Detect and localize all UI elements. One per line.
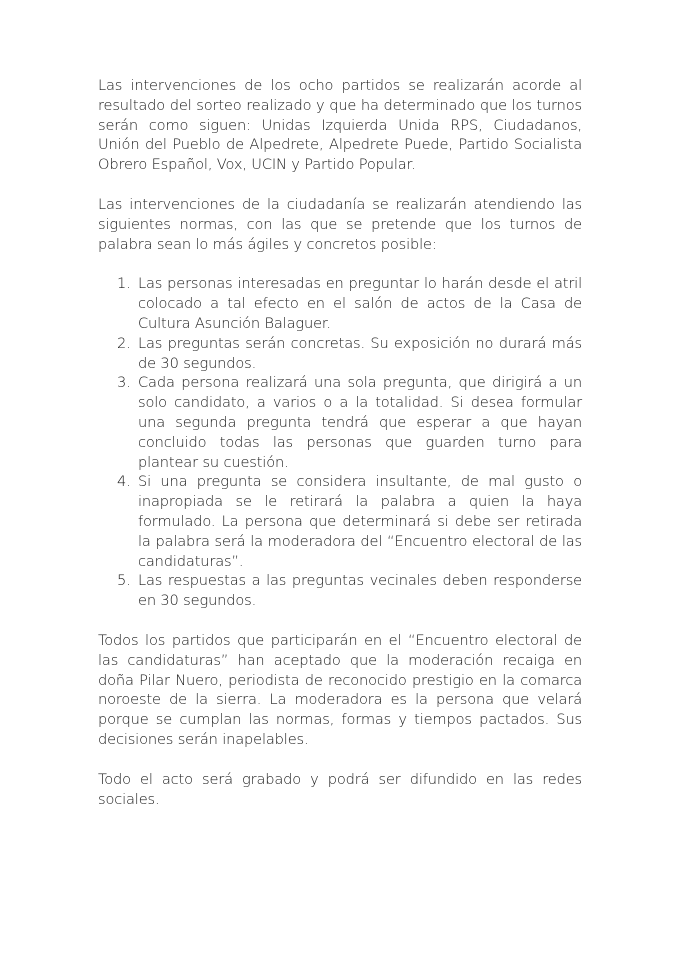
list-item	[98, 334, 582, 374]
list-item-number: 5.	[117, 572, 131, 590]
list-item-text: Las preguntas serán concretas. Su exposición no durará más de 30 segundos.	[138, 334, 582, 372]
recording-notice-paragraph: Todo el acto será grabado y podrá ser difundido en las redes sociales.	[98, 770, 582, 808]
document-page	[98, 76, 582, 829]
parties-order-paragraph: Las intervenciones de los ocho partidos se realizarán acorde al resultado del sorteo realizado y que ha determinado que los turnos serán como siguen: Unidas Izquierda Unida RPS, Ciudadanos, Unión del Pueblo de Alpedrete, Alpedrete Puede, Partido Socialista Obrero Español, Vox, UCIN y Partido Popular.	[98, 77, 582, 174]
list-item-text: Si una pregunta se considera insultante, de mal gusto o inapropiada se le retirará la palabra a quien la haya formulado. La persona que determinará si debe ser retirada la palabra será la moderadora del “Encuentro electoral de las candidaturas”.	[138, 473, 582, 570]
moderation-paragraph: Todos los partidos que participarán en el “Encuentro electoral de las candidaturas” han aceptado que la moderación recaiga en doña Pilar Nuero, periodista de reconocido prestigio en la comarca noroeste de la sierra. La moderadora es la persona que velará porque se cumplan las normas, formas y tiempos pactados. Sus decisiones serán inapelables.	[98, 631, 582, 748]
list-item-number: 2.	[117, 334, 131, 352]
rules-list	[98, 274, 582, 611]
list-item-number: 4.	[117, 473, 131, 491]
citizen-rules-intro-paragraph: Las intervenciones de la ciudadanía se realizarán atendiendo las siguientes normas, con las que se pretende que los turnos de palabra sean lo más ágiles y concretos posible:	[98, 195, 582, 253]
list-item	[98, 571, 582, 611]
list-item	[98, 274, 582, 333]
list-item-text: Cada persona realizará una sola pregunta, que dirigirá a un solo candidato, a varios o a la totalidad. Si desea formular una segunda pregunta tendrá que esperar a que hayan concluido todas las personas que guarden turno para plantear su cuestión.	[138, 374, 582, 471]
list-item-text: Las respuestas a las preguntas vecinales deben responderse en 30 segundos.	[138, 572, 582, 610]
list-item	[98, 472, 582, 571]
list-item	[98, 373, 582, 472]
list-item-number: 3.	[117, 374, 131, 392]
list-item-text: Las personas interesadas en preguntar lo harán desde el atril colocado a tal efecto en el salón de actos de la Casa de Cultura Asunción Balaguer.	[138, 275, 582, 332]
list-item-number: 1.	[117, 275, 131, 293]
